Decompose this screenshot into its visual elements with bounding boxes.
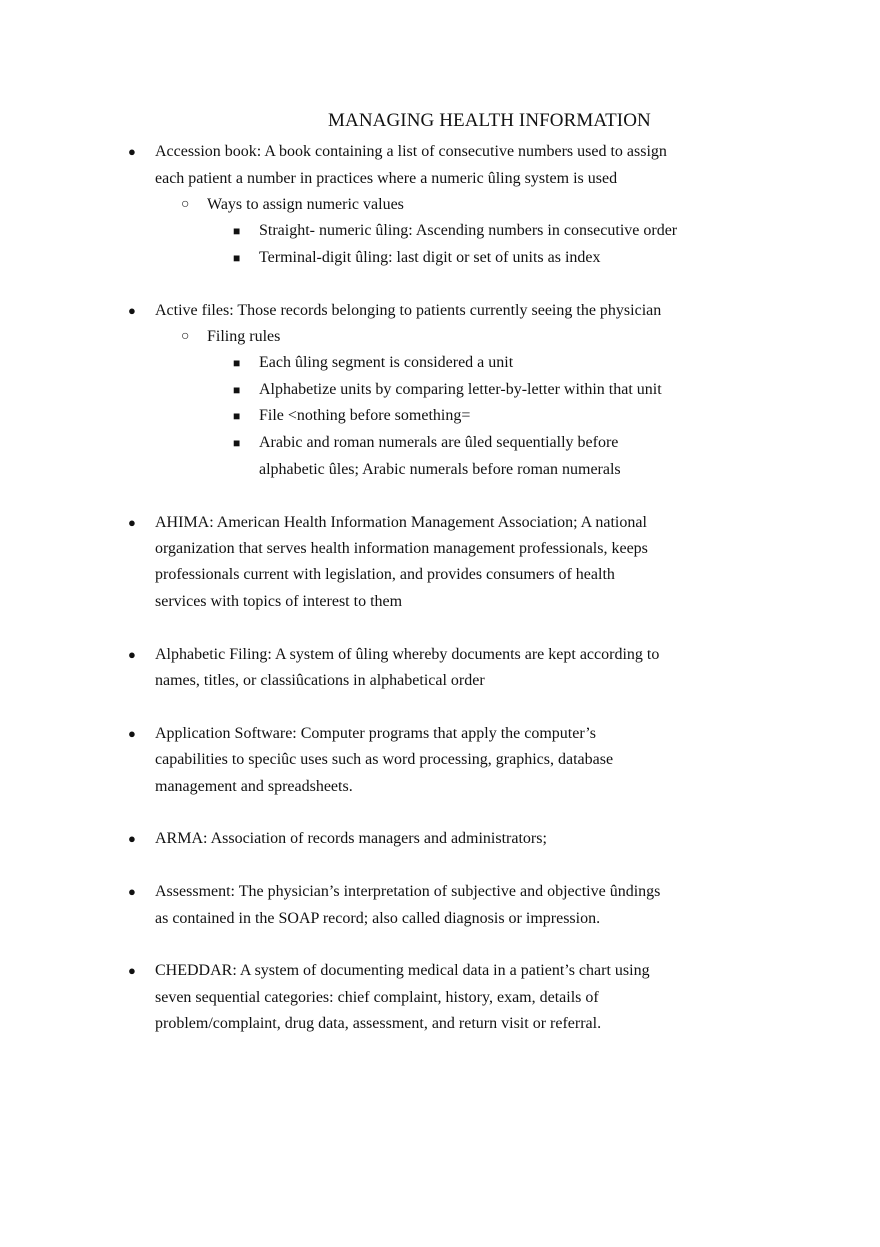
bullet-dot: ● [128,963,136,978]
sub-item-line: Terminal-digit ûling: last digit or set of units as index [259,249,601,266]
entry-text-line: seven sequential categories: chief complaint, history, exam, details of [155,989,599,1006]
bullet-dot: ● [128,144,136,159]
entry-text-line: problem/complaint, drug data, assessment, and return visit or referral. [155,1015,602,1032]
sub-item-line: alphabetic ûles; Arabic numerals before roman numerals [259,461,621,478]
entry-text-line: Active files: Those records belonging to patients currently seeing the physician [155,302,662,319]
bullet-square: ■ [233,251,241,265]
entry-text-line: each patient a number in practices where a numeric ûling system is used [155,170,618,187]
entry-text-line: professionals current with legislation, and provides consumers of health [155,566,615,583]
bullet-dot: ● [128,884,136,899]
sub-item-line: Each ûling segment is considered a unit [259,354,514,371]
bullet-square: ■ [233,409,241,423]
bullet-square: ■ [233,224,241,238]
entry-text-line: Alphabetic Filing: A system of ûling whereby documents are kept according to [155,646,660,663]
bullet-dot: ● [128,303,136,318]
bullet-square: ■ [233,356,241,370]
bullet-dot: ● [128,647,136,662]
bullet-dot: ● [128,726,136,741]
entry-text-line: organization that serves health information management professionals, keeps [155,540,648,557]
entry-text-line: capabilities to speciûc uses such as word processing, graphics, database [155,751,614,768]
entry-text-line: ARMA: Association of records managers and administrators; [155,830,547,847]
entry-text-line: services with topics of interest to them [155,593,403,610]
bullet-circle: ○ [181,329,190,344]
sub-item-line: Alphabetize units by comparing letter-by-letter within that unit [259,381,662,398]
sub-item-line: Arabic and roman numerals are ûled sequentially before [259,434,619,451]
bullet-circle: ○ [181,197,190,212]
entry-text-line: management and spreadsheets. [155,778,353,795]
entry-text-line: AHIMA: American Health Information Management Association; A national [155,514,647,531]
entry-text-line: Assessment: The physician’s interpretation of subjective and objective ûndings [155,883,661,900]
bullet-dot: ● [128,831,136,846]
bullet-square: ■ [233,383,241,397]
sub-item-line: File <nothing before something= [259,407,471,424]
entry-text-line: names, titles, or classiûcations in alphabetical order [155,672,485,689]
entry-text-line: Accession book: A book containing a list of consecutive numbers used to assign [155,143,667,160]
page-title: MANAGING HEALTH INFORMATION [328,110,651,131]
sub-item-line: Straight- numeric ûling: Ascending numbers in consecutive order [259,222,678,239]
entry-text-line: as contained in the SOAP record; also called diagnosis or impression. [155,910,601,927]
sub-heading: Ways to assign numeric values [207,196,404,213]
entry-text-line: Application Software: Computer programs that apply the computer’s [155,725,596,742]
sub-heading: Filing rules [207,328,281,345]
bullet-square: ■ [233,436,241,450]
bullet-dot: ● [128,515,136,530]
entry-text-line: CHEDDAR: A system of documenting medical data in a patient’s chart using [155,962,650,979]
